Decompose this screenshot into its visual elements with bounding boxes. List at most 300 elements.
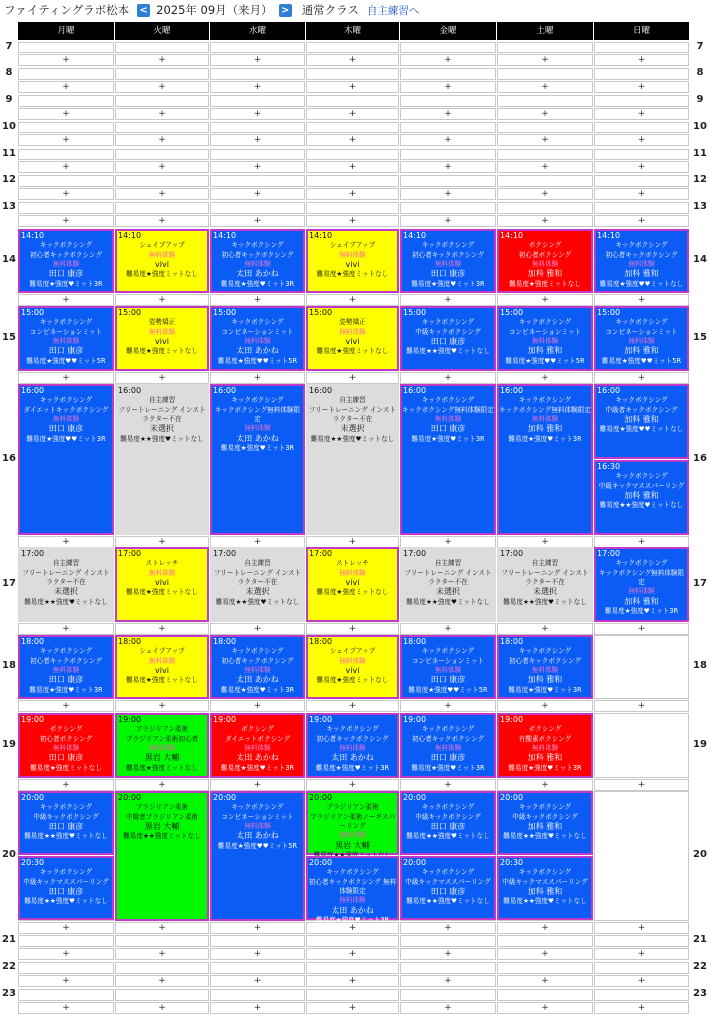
lesson-time: 18:00 xyxy=(403,637,427,646)
add-slot-button[interactable]: + xyxy=(594,779,689,791)
lesson-card[interactable] xyxy=(497,713,593,778)
difficulty-label: 難易度★強度ミットなし xyxy=(126,347,198,356)
add-slot-button[interactable]: + xyxy=(497,54,593,66)
instructor-name: 田口 康彦 xyxy=(48,269,84,279)
add-slot-button[interactable]: + xyxy=(18,536,114,548)
add-slot-button[interactable]: + xyxy=(210,975,305,987)
lesson-card[interactable] xyxy=(400,635,496,699)
add-slot-button[interactable]: + xyxy=(306,81,399,93)
empty-cell[interactable] xyxy=(115,935,209,947)
empty-cell[interactable] xyxy=(497,42,593,53)
lesson-card[interactable] xyxy=(594,306,689,371)
lesson-card[interactable] xyxy=(306,856,399,925)
add-slot-button[interactable]: + xyxy=(115,108,209,120)
lesson-name: キックボクシング xyxy=(231,803,284,812)
add-slot-button[interactable]: + xyxy=(115,975,209,987)
free-trial-label: 無料体験 xyxy=(52,665,80,674)
lesson-card[interactable] xyxy=(497,635,593,699)
lesson-card[interactable] xyxy=(210,713,305,778)
add-slot-button[interactable]: + xyxy=(306,108,399,120)
add-slot-button[interactable]: + xyxy=(594,623,689,635)
add-slot-button[interactable]: + xyxy=(594,975,689,987)
lesson-card[interactable] xyxy=(400,229,496,293)
add-slot-button[interactable]: + xyxy=(306,134,399,146)
free-trial-label: 無料体験 xyxy=(244,743,271,752)
add-slot-button[interactable]: + xyxy=(115,161,209,173)
instructor-name: 田口 康彦 xyxy=(430,675,466,685)
lesson-card[interactable] xyxy=(306,306,399,371)
difficulty-label: 難易度★★強度♥ミットなし xyxy=(24,832,108,841)
add-slot-button[interactable]: + xyxy=(18,294,114,306)
add-slot-button[interactable]: + xyxy=(306,215,399,227)
add-slot-button[interactable]: + xyxy=(400,134,496,146)
next-month-button[interactable]: > xyxy=(279,4,292,17)
empty-cell[interactable] xyxy=(400,122,496,133)
empty-cell[interactable] xyxy=(594,202,689,214)
lesson-card[interactable] xyxy=(115,229,209,293)
empty-cell[interactable] xyxy=(115,68,209,80)
lesson-card[interactable] xyxy=(400,856,496,920)
lesson-card[interactable] xyxy=(210,229,305,293)
add-slot-button[interactable]: + xyxy=(594,372,689,384)
add-slot-button[interactable]: + xyxy=(115,779,209,791)
lesson-subtitle: 中級キックマススパーリング xyxy=(23,877,109,886)
empty-cell[interactable] xyxy=(400,95,496,107)
lesson-subtitle: キックボクシング無料体験限定 xyxy=(402,405,494,414)
add-slot-button[interactable]: + xyxy=(115,1002,209,1014)
lesson-card[interactable] xyxy=(497,384,593,535)
add-slot-button[interactable]: + xyxy=(594,294,689,306)
add-slot-button[interactable]: + xyxy=(306,536,399,548)
lesson-card[interactable] xyxy=(210,547,305,622)
empty-cell[interactable] xyxy=(210,935,305,947)
empty-cell[interactable] xyxy=(400,42,496,53)
empty-cell[interactable] xyxy=(306,202,399,214)
lesson-card[interactable] xyxy=(18,635,114,699)
add-slot-button[interactable]: + xyxy=(497,188,593,200)
lesson-card[interactable] xyxy=(115,547,209,622)
add-slot-button[interactable]: + xyxy=(306,161,399,173)
add-slot-button[interactable]: + xyxy=(306,700,399,712)
empty-cell[interactable] xyxy=(210,68,305,80)
empty-cell[interactable] xyxy=(210,42,305,53)
add-slot-button[interactable]: + xyxy=(115,81,209,93)
empty-cell[interactable] xyxy=(594,149,689,160)
lesson-name: ボクシング xyxy=(528,725,562,734)
empty-cell[interactable] xyxy=(306,68,399,80)
empty-cell[interactable] xyxy=(115,122,209,133)
empty-cell[interactable] xyxy=(306,962,399,974)
empty-cell[interactable] xyxy=(594,175,689,187)
add-slot-button[interactable]: + xyxy=(18,975,114,987)
add-slot-button[interactable]: + xyxy=(210,372,305,384)
lesson-time: 16:00 xyxy=(309,386,333,395)
add-slot-button[interactable]: + xyxy=(594,188,689,200)
add-slot-button[interactable]: + xyxy=(210,161,305,173)
add-slot-button[interactable]: + xyxy=(306,779,399,791)
empty-cell[interactable] xyxy=(497,68,593,80)
empty-cell[interactable] xyxy=(497,962,593,974)
empty-cell[interactable] xyxy=(594,635,689,699)
class-name: 通常クラス xyxy=(301,3,359,17)
empty-cell[interactable] xyxy=(594,68,689,80)
add-slot-button[interactable]: + xyxy=(594,700,689,712)
add-slot-button[interactable]: + xyxy=(306,54,399,66)
add-slot-button[interactable]: + xyxy=(115,536,209,548)
empty-cell[interactable] xyxy=(306,95,399,107)
add-slot-button[interactable]: + xyxy=(210,134,305,146)
empty-cell[interactable] xyxy=(210,122,305,133)
lesson-subtitle: フリートレーニング インストラクター不在 xyxy=(22,568,110,586)
add-slot-button[interactable]: + xyxy=(18,161,114,173)
lesson-card[interactable] xyxy=(594,384,689,459)
empty-cell[interactable] xyxy=(594,713,689,778)
add-slot-button[interactable]: + xyxy=(18,1002,114,1014)
difficulty-label: 難易度★強度ミットなし xyxy=(316,270,389,279)
empty-cell[interactable] xyxy=(497,202,593,214)
empty-cell[interactable] xyxy=(210,149,305,160)
add-slot-button[interactable]: + xyxy=(497,1002,593,1014)
lesson-card[interactable] xyxy=(400,306,496,371)
lesson-card[interactable] xyxy=(306,713,399,778)
empty-cell[interactable] xyxy=(497,95,593,107)
lesson-name: キックボクシング xyxy=(518,318,572,327)
empty-cell[interactable] xyxy=(594,935,689,947)
empty-cell[interactable] xyxy=(306,42,399,53)
empty-cell[interactable] xyxy=(497,989,593,1001)
free-trial-label: 無料体験 xyxy=(339,327,366,336)
lesson-card[interactable] xyxy=(115,306,209,371)
instructor-name: 未選択 xyxy=(340,424,365,434)
empty-cell[interactable] xyxy=(400,202,496,214)
add-slot-button[interactable]: + xyxy=(115,294,209,306)
add-slot-button[interactable]: + xyxy=(400,294,496,306)
difficulty-label: 難易度★強度♥ミット3R xyxy=(411,279,485,288)
empty-cell[interactable] xyxy=(497,935,593,947)
instructor-name: 太田 あかね xyxy=(331,905,374,915)
add-slot-button[interactable]: + xyxy=(18,372,114,384)
add-slot-button[interactable]: + xyxy=(594,161,689,173)
empty-cell[interactable] xyxy=(115,962,209,974)
add-slot-button[interactable]: + xyxy=(306,975,399,987)
difficulty-label: 難易度★強度ミットなし xyxy=(30,763,102,772)
add-slot-button[interactable]: + xyxy=(210,700,305,712)
add-slot-button[interactable]: + xyxy=(594,948,689,960)
add-slot-button[interactable]: + xyxy=(18,188,114,200)
lesson-subtitle: 初心者キックボクシング xyxy=(411,734,485,743)
day-header: 水曜 xyxy=(210,22,305,40)
empty-cell[interactable] xyxy=(594,791,689,921)
difficulty-label: 難易度★強度♥ミット3R xyxy=(508,685,582,694)
add-slot-button[interactable]: + xyxy=(400,108,496,120)
empty-cell[interactable] xyxy=(400,175,496,187)
lesson-card[interactable] xyxy=(594,460,689,535)
add-slot-button[interactable]: + xyxy=(400,536,496,548)
empty-cell[interactable] xyxy=(306,149,399,160)
empty-cell[interactable] xyxy=(594,122,689,133)
lesson-time: 19:00 xyxy=(118,715,142,724)
add-slot-button[interactable]: + xyxy=(497,536,593,548)
lesson-name: キックボクシング xyxy=(615,559,668,568)
empty-cell[interactable] xyxy=(306,989,399,1001)
add-slot-button[interactable]: + xyxy=(115,215,209,227)
empty-cell[interactable] xyxy=(400,989,496,1001)
lesson-name: シェイプアップ xyxy=(139,241,185,250)
add-slot-button[interactable]: + xyxy=(497,922,593,934)
lesson-subtitle: ダイエットキックボクシング xyxy=(23,405,109,414)
add-slot-button[interactable]: + xyxy=(497,294,593,306)
lesson-card[interactable] xyxy=(497,229,593,293)
add-slot-button[interactable]: + xyxy=(497,161,593,173)
empty-cell[interactable] xyxy=(210,202,305,214)
add-slot-button[interactable]: + xyxy=(400,948,496,960)
empty-cell[interactable] xyxy=(18,149,114,160)
lesson-card[interactable] xyxy=(400,713,496,778)
lesson-subtitle: 中級キックボクシング xyxy=(33,812,99,821)
add-slot-button[interactable]: + xyxy=(306,372,399,384)
add-slot-button[interactable]: + xyxy=(18,54,114,66)
empty-cell[interactable] xyxy=(594,962,689,974)
add-slot-button[interactable]: + xyxy=(115,188,209,200)
lesson-time: 20:00 xyxy=(118,793,142,802)
add-slot-button[interactable]: + xyxy=(400,372,496,384)
add-slot-button[interactable]: + xyxy=(400,1002,496,1014)
empty-cell[interactable] xyxy=(115,202,209,214)
add-slot-button[interactable]: + xyxy=(210,81,305,93)
lesson-card[interactable] xyxy=(210,791,305,921)
add-slot-button[interactable]: + xyxy=(306,922,399,934)
lesson-card[interactable] xyxy=(306,384,399,535)
lesson-card[interactable] xyxy=(18,547,114,622)
add-slot-button[interactable]: + xyxy=(210,108,305,120)
add-slot-button[interactable]: + xyxy=(115,922,209,934)
add-slot-button[interactable]: + xyxy=(400,81,496,93)
add-slot-button[interactable]: + xyxy=(210,54,305,66)
empty-cell[interactable] xyxy=(497,149,593,160)
empty-cell[interactable] xyxy=(115,989,209,1001)
add-slot-button[interactable]: + xyxy=(400,188,496,200)
empty-cell[interactable] xyxy=(18,95,114,107)
free-trial-label: 無料体験 xyxy=(52,414,80,423)
add-slot-button[interactable]: + xyxy=(210,623,305,635)
lesson-subtitle: 初心者キックボクシング xyxy=(29,656,103,665)
lesson-time: 18:00 xyxy=(213,637,237,646)
instructor-name: 田口 康彦 xyxy=(430,821,466,831)
empty-cell[interactable] xyxy=(210,175,305,187)
add-slot-button[interactable]: + xyxy=(306,948,399,960)
add-slot-button[interactable]: + xyxy=(210,215,305,227)
empty-cell[interactable] xyxy=(594,989,689,1001)
empty-cell[interactable] xyxy=(210,962,305,974)
empty-cell[interactable] xyxy=(18,175,114,187)
empty-cell[interactable] xyxy=(115,149,209,160)
add-slot-button[interactable]: + xyxy=(497,134,593,146)
lesson-card[interactable] xyxy=(497,856,593,920)
empty-cell[interactable] xyxy=(400,962,496,974)
add-slot-button[interactable]: + xyxy=(210,922,305,934)
add-slot-button[interactable]: + xyxy=(594,1002,689,1014)
free-trial-label: 無料体験 xyxy=(531,259,559,268)
add-slot-button[interactable]: + xyxy=(18,215,114,227)
add-slot-button[interactable]: + xyxy=(306,1002,399,1014)
empty-cell[interactable] xyxy=(18,202,114,214)
lesson-card[interactable] xyxy=(594,547,689,622)
empty-cell[interactable] xyxy=(497,175,593,187)
instructor-name: 加科 雅和 xyxy=(624,346,659,356)
lesson-card[interactable] xyxy=(306,635,399,699)
lesson-card[interactable] xyxy=(115,384,209,535)
lesson-name: 自主練習 xyxy=(434,559,462,568)
lesson-card[interactable] xyxy=(18,306,114,371)
add-slot-button[interactable]: + xyxy=(18,779,114,791)
lesson-card[interactable] xyxy=(210,306,305,371)
add-slot-button[interactable]: + xyxy=(115,623,209,635)
add-slot-button[interactable]: + xyxy=(400,779,496,791)
hour-label-right: 11 xyxy=(693,147,707,159)
add-slot-button[interactable]: + xyxy=(306,623,399,635)
add-slot-button[interactable]: + xyxy=(497,700,593,712)
add-slot-button[interactable]: + xyxy=(594,134,689,146)
add-slot-button[interactable]: + xyxy=(497,623,593,635)
lesson-name: 自主練習 xyxy=(52,559,80,568)
add-slot-button[interactable]: + xyxy=(497,372,593,384)
lesson-card[interactable] xyxy=(115,713,209,778)
add-slot-button[interactable]: + xyxy=(594,108,689,120)
add-slot-button[interactable]: + xyxy=(400,54,496,66)
empty-cell[interactable] xyxy=(115,175,209,187)
empty-cell[interactable] xyxy=(400,935,496,947)
difficulty-label: 難易度★強度ミットなし xyxy=(316,347,389,356)
add-slot-button[interactable]: + xyxy=(400,623,496,635)
add-slot-button[interactable]: + xyxy=(210,948,305,960)
empty-cell[interactable] xyxy=(210,989,305,1001)
lesson-card[interactable] xyxy=(210,635,305,699)
add-slot-button[interactable]: + xyxy=(306,188,399,200)
empty-cell[interactable] xyxy=(115,95,209,107)
lesson-card[interactable] xyxy=(115,635,209,699)
empty-cell[interactable] xyxy=(497,122,593,133)
empty-cell[interactable] xyxy=(400,68,496,80)
free-trial-label: 無料体験 xyxy=(244,259,271,268)
lesson-card[interactable] xyxy=(306,791,399,855)
lesson-card[interactable] xyxy=(18,713,114,778)
difficulty-label: 難易度★強度♥ミット3R xyxy=(411,434,485,443)
add-slot-button[interactable]: + xyxy=(18,922,114,934)
lesson-card[interactable] xyxy=(18,856,114,920)
add-slot-button[interactable]: + xyxy=(400,700,496,712)
empty-cell[interactable] xyxy=(210,95,305,107)
lesson-card[interactable] xyxy=(306,547,399,622)
lesson-card[interactable] xyxy=(18,229,114,293)
lesson-name: ブラジリアン柔術 xyxy=(135,725,189,734)
add-slot-button[interactable]: + xyxy=(497,215,593,227)
empty-cell[interactable] xyxy=(115,42,209,53)
lesson-card[interactable] xyxy=(400,384,496,535)
add-slot-button[interactable]: + xyxy=(115,134,209,146)
lesson-card[interactable] xyxy=(497,547,593,622)
prev-month-button[interactable]: < xyxy=(137,4,150,17)
add-slot-button[interactable]: + xyxy=(18,623,114,635)
self-practice-link[interactable]: 自主練習へ xyxy=(366,4,420,17)
lesson-card[interactable] xyxy=(18,791,114,855)
lesson-card[interactable] xyxy=(400,547,496,622)
add-slot-button[interactable]: + xyxy=(497,108,593,120)
empty-cell[interactable] xyxy=(18,68,114,80)
add-slot-button[interactable]: + xyxy=(306,294,399,306)
add-slot-button[interactable]: + xyxy=(115,372,209,384)
add-slot-button[interactable]: + xyxy=(115,54,209,66)
free-trial-label: 無料体験 xyxy=(52,743,80,752)
lesson-name: ボクシング xyxy=(49,725,83,734)
add-slot-button[interactable]: + xyxy=(400,215,496,227)
lesson-card[interactable] xyxy=(400,791,496,855)
lesson-card[interactable] xyxy=(497,306,593,371)
lesson-card[interactable] xyxy=(115,791,209,921)
lesson-subtitle: 中級キックボクシング xyxy=(415,812,481,821)
lesson-subtitle: コンビネーションミット xyxy=(411,656,485,665)
add-slot-button[interactable]: + xyxy=(210,294,305,306)
empty-cell[interactable] xyxy=(18,962,114,974)
difficulty-label: 難易度★★強度♥ミットなし xyxy=(120,434,204,443)
add-slot-button[interactable]: + xyxy=(210,1002,305,1014)
lesson-name: キックボクシング xyxy=(421,318,475,327)
add-slot-button[interactable]: + xyxy=(115,948,209,960)
add-slot-button[interactable]: + xyxy=(497,779,593,791)
add-slot-button[interactable]: + xyxy=(594,536,689,548)
add-slot-button[interactable]: + xyxy=(400,922,496,934)
empty-cell[interactable] xyxy=(306,122,399,133)
instructor-name: 黒岩 大輔 xyxy=(144,753,180,763)
lesson-card[interactable] xyxy=(594,229,689,293)
add-slot-button[interactable]: + xyxy=(115,700,209,712)
add-slot-button[interactable]: + xyxy=(594,922,689,934)
empty-cell[interactable] xyxy=(18,989,114,1001)
difficulty-label: 難易度★★強度♥ミットなし xyxy=(599,501,684,510)
lesson-card[interactable] xyxy=(497,791,593,855)
empty-cell[interactable] xyxy=(18,122,114,133)
add-slot-button[interactable]: + xyxy=(497,975,593,987)
empty-cell[interactable] xyxy=(18,42,114,53)
add-slot-button[interactable]: + xyxy=(400,975,496,987)
add-slot-button[interactable]: + xyxy=(18,108,114,120)
empty-cell[interactable] xyxy=(306,175,399,187)
difficulty-label: 難易度★★強度♥ミットなし xyxy=(406,347,490,356)
add-slot-button[interactable]: + xyxy=(594,81,689,93)
lesson-card[interactable] xyxy=(18,384,114,535)
empty-cell[interactable] xyxy=(18,935,114,947)
empty-cell[interactable] xyxy=(306,935,399,947)
add-slot-button[interactable]: + xyxy=(18,81,114,93)
lesson-subtitle: 初心者ボクシング xyxy=(518,250,572,259)
add-slot-button[interactable]: + xyxy=(18,134,114,146)
add-slot-button[interactable]: + xyxy=(497,948,593,960)
lesson-card[interactable] xyxy=(210,384,305,535)
add-slot-button[interactable]: + xyxy=(210,188,305,200)
add-slot-button[interactable]: + xyxy=(18,700,114,712)
empty-cell[interactable] xyxy=(594,42,689,53)
add-slot-button[interactable]: + xyxy=(497,81,593,93)
lesson-time: 14:10 xyxy=(213,231,237,240)
add-slot-button[interactable]: + xyxy=(400,161,496,173)
empty-cell[interactable] xyxy=(400,149,496,160)
empty-cell[interactable] xyxy=(594,95,689,107)
add-slot-button[interactable]: + xyxy=(18,948,114,960)
add-slot-button[interactable]: + xyxy=(594,54,689,66)
lesson-card[interactable] xyxy=(306,229,399,293)
add-slot-button[interactable]: + xyxy=(594,215,689,227)
add-slot-button[interactable]: + xyxy=(210,779,305,791)
add-slot-button[interactable]: + xyxy=(210,536,305,548)
